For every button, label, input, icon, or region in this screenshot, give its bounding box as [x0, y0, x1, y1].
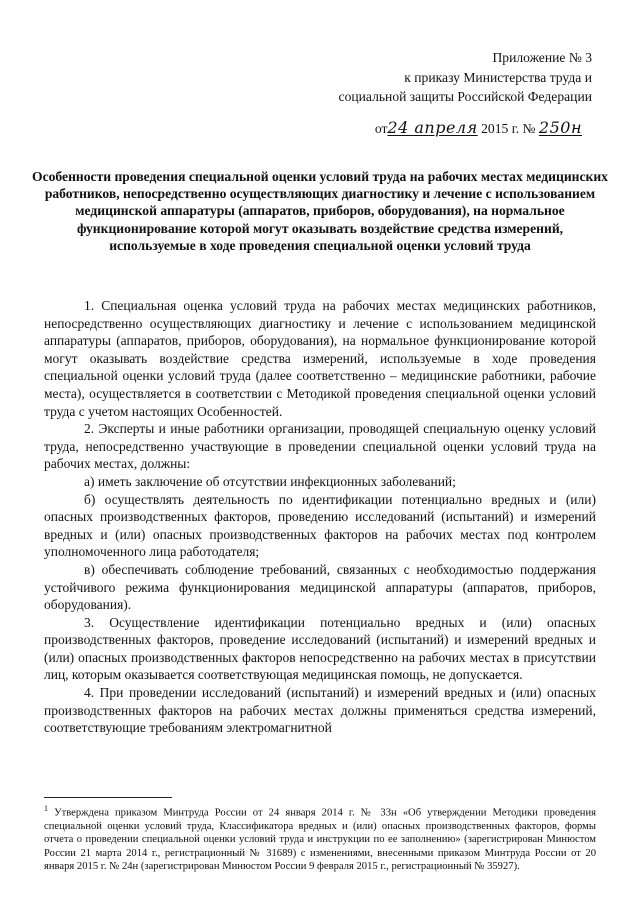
paragraph-2: 2. Эксперты и иные работники организации, проводящей специальную оценку условий труда, непосредственно участвующие в проведении специальной оценки условий труда на рабочих местах, должны: [44, 421, 596, 472]
appendix-number: Приложение № 3 [492, 50, 592, 65]
paragraph-2a: а) иметь заключение об отсутствии инфекционных заболеваний; [84, 473, 456, 489]
paragraph-1: 1. Специальная оценка условий труда на рабочих местах медицинских работников, непосредственно осуществляющих диагностику и лечение с использованием медицинской аппаратуры (аппаратов, приборов, оборудования), на нормальное функционирование которой могут оказывать воздействие средства измерений, используемые в ходе проведения специальной оценки условий труда (далее соответственно – медицинские работники, рабочие места), осуществляется в соответствии с Методикой проведения специальной оценки условий труда с учетом настоящих Особенностей. [44, 298, 596, 419]
order-number-handwritten: 250н [538, 118, 582, 137]
order-date-line [375, 118, 582, 137]
order-date-handwritten: 24 апреля [387, 118, 478, 137]
footnote-separator [44, 797, 172, 798]
appendix-header [272, 48, 592, 107]
footnote [44, 802, 596, 874]
document-body [44, 297, 596, 737]
paragraph-4: 4. При проведении исследований (испытаний) и измерений вредных и (или) опасных производственных факторов на рабочих местах должны применяться средства измерений, соответствующие требованиям электромагнитной [44, 685, 596, 736]
order-year: 2015 г. № [481, 121, 536, 136]
appendix-ministry: социальной защиты Российской Федерации [338, 89, 592, 104]
document-title: Особенности проведения специальной оценки условий труда на рабочих местах медицинских работников, непосредственно осуществляющих диагностику и лечение с использованием медицинской аппаратуры (аппаратов, приборов, оборудования), на нормальное функционирование которой могут оказывать воздействие средства измерений, используемые в ходе проведения специальной оценки условий труда [32, 169, 608, 253]
paragraph-2c: в) обеспечивать соблюдение требований, связанных с необходимостью поддержания устойчивого режима функционирования медицинской аппаратуры (аппаратов, приборов, оборудования). [44, 561, 596, 613]
paragraph-2b: б) осуществлять деятельность по идентификации потенциально вредных и (или) опасных производственных факторов, проведению исследований (испытаний) и измерений вредных и (или) опасных производственных факторов на рабочих местах под контролем уполномоченного лица работодателя; [44, 491, 596, 560]
footnote-text: Утверждена приказом Минтруда России от 24 января 2014 г. № 33н «Об утверждении Методики проведения специальной оценки условий труда, Классификатора вредных и (или) опасных производственных факторов, формы отчета о проведении специальной оценки условий труда и инструкции по ее заполнению» (зарегистрирован Минюстом России 21 марта 2014 г., регистрационный № 31689) с изменениями, внесенными приказом Минтруда России от 20 января 2015 г. № 24н (зарегистрирован Минюстом России 9 февраля 2015 г., регистрационный № 35927). [44, 807, 596, 873]
paragraph-3: 3. Осуществление идентификации потенциально вредных и (или) опасных производственных факторов, проведение исследований (испытаний) и измерений вредных и (или) опасных производственных факторов непосредственно на рабочих местах в присутствии лиц, которым оказывается соответствующая медицинская помощь, не допускается. [44, 614, 596, 683]
order-prefix: от [374, 121, 388, 136]
footnote-mark: 1 [44, 804, 48, 813]
appendix-order-ref: к приказу Министерства труда и [404, 69, 592, 85]
